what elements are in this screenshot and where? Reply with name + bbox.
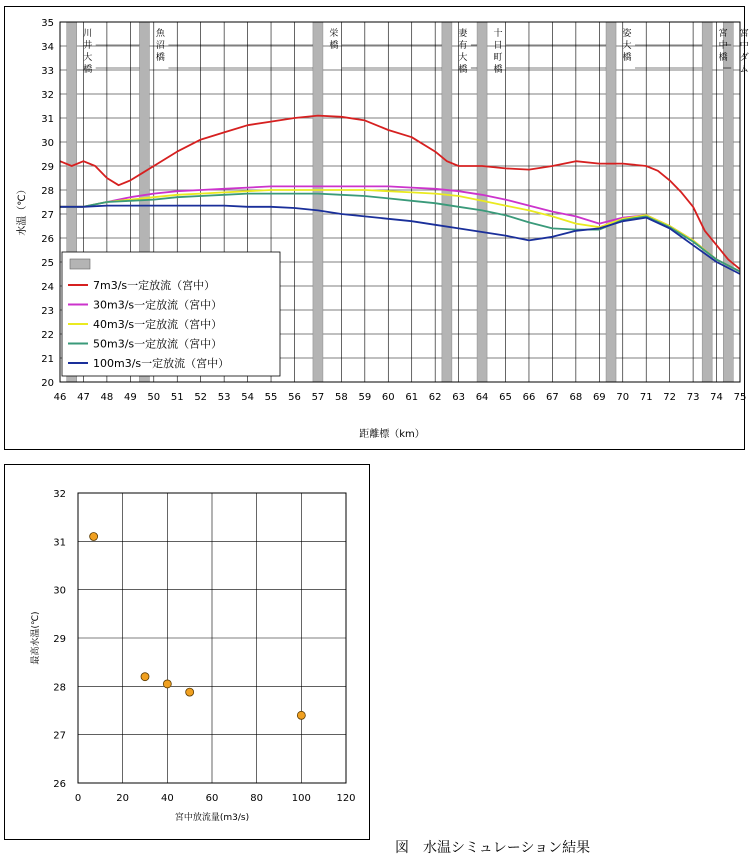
legend-label-2: 40m3/s一定放流（宮中） xyxy=(93,318,223,331)
location-label-char: 魚 xyxy=(155,29,165,39)
scatter-y-tick-label: 28 xyxy=(53,682,66,694)
location-label-char: 栄 xyxy=(329,29,339,39)
location-label-char: 日 xyxy=(493,41,503,51)
line-legend xyxy=(62,252,280,376)
location-label-char: 妻 xyxy=(458,29,468,39)
location-bar xyxy=(313,22,323,382)
line-x-axis-title: 距離標（km） xyxy=(359,429,425,440)
y-tick-label: 27 xyxy=(41,210,54,221)
x-tick-label: 52 xyxy=(194,392,208,403)
location-label-char: 橋 xyxy=(718,53,728,63)
x-tick-label: 54 xyxy=(241,392,254,403)
y-tick-label: 25 xyxy=(41,258,54,269)
scatter-x-tick-label: 20 xyxy=(116,793,130,804)
line-chart-frame xyxy=(5,7,745,450)
scatter-x-tick-label: 0 xyxy=(74,793,82,804)
location-label-char: 川 xyxy=(83,29,93,39)
x-tick-label: 59 xyxy=(358,392,372,403)
location-label-char: 町 xyxy=(493,53,503,63)
location-bar xyxy=(702,22,712,382)
x-tick-label: 66 xyxy=(522,392,536,403)
y-tick-label: 31 xyxy=(41,114,54,125)
location-label-char: 橋 xyxy=(493,65,503,75)
y-tick-label: 32 xyxy=(41,90,54,101)
x-tick-label: 57 xyxy=(311,392,325,403)
figure-caption: 図 水温シミュレーション結果 xyxy=(395,840,591,856)
scatter-x-tick-label: 60 xyxy=(205,793,219,804)
y-tick-label: 20 xyxy=(41,378,54,389)
x-tick-label: 56 xyxy=(288,392,301,403)
location-label-char: 有 xyxy=(458,41,468,51)
x-tick-label: 63 xyxy=(452,392,465,403)
location-bar xyxy=(723,22,733,382)
legend-label-3: 50m3/s一定放流（宮中） xyxy=(93,337,223,351)
location-label-char: 宮 xyxy=(718,29,728,39)
scatter-x-tick-label: 40 xyxy=(160,793,174,804)
scatter-y-tick-label: 30 xyxy=(53,585,66,597)
x-tick-label: 74 xyxy=(710,392,723,403)
y-tick-label: 22 xyxy=(41,330,54,341)
scatter-y-tick-label: 32 xyxy=(53,489,66,500)
location-label-char: 大 xyxy=(622,41,632,51)
x-tick-label: 60 xyxy=(381,392,395,403)
x-tick-label: 61 xyxy=(405,392,419,403)
scatter-x-tick-label: 100 xyxy=(291,793,311,804)
scatter-y-axis-title: 最高水温(℃) xyxy=(31,611,41,665)
y-tick-label: 29 xyxy=(41,162,54,173)
scatter-point-2 xyxy=(163,680,171,688)
legend-label-1: 30m3/s一定放流（宮中） xyxy=(93,298,223,312)
location-label-char: 橋 xyxy=(155,53,165,63)
legend-label-4: 100m3/s一定放流（宮中） xyxy=(93,357,230,370)
y-tick-label: 33 xyxy=(41,66,54,77)
y-tick-label: 21 xyxy=(41,354,54,365)
scatter-x-tick-label: 120 xyxy=(336,793,356,804)
x-tick-label: 47 xyxy=(77,392,90,403)
location-label-char: 沼 xyxy=(155,41,165,51)
scatter-y-tick-label: 26 xyxy=(53,779,66,790)
location-label-char: 井 xyxy=(83,41,93,51)
x-tick-label: 72 xyxy=(663,392,677,403)
x-tick-label: 58 xyxy=(335,392,348,403)
scatter-y-tick-label: 31 xyxy=(53,537,66,549)
x-tick-label: 51 xyxy=(170,392,184,403)
y-tick-label: 34 xyxy=(41,42,54,53)
location-label-char: 大 xyxy=(83,53,93,63)
x-tick-label: 67 xyxy=(546,392,559,403)
location-label-char: ダ xyxy=(739,53,749,63)
location-label-char: 橋 xyxy=(329,41,339,51)
scatter-x-tick-label: 80 xyxy=(250,793,264,804)
y-tick-label: 24 xyxy=(41,282,54,293)
x-tick-label: 75 xyxy=(733,392,747,403)
y-tick-label: 35 xyxy=(41,18,54,29)
y-tick-label: 23 xyxy=(41,306,54,317)
location-label-char: 十 xyxy=(493,29,503,39)
legend-label-0: 7m3/s一定放流（宮中） xyxy=(93,279,216,292)
scatter-point-1 xyxy=(141,673,149,681)
y-tick-label: 26 xyxy=(41,234,54,245)
x-tick-label: 48 xyxy=(100,392,114,403)
x-tick-label: 46 xyxy=(53,392,67,403)
scatter-y-tick-label: 29 xyxy=(53,634,66,645)
location-label-char: 大 xyxy=(458,53,468,63)
x-tick-label: 70 xyxy=(616,392,630,403)
location-label-char: 宮 xyxy=(739,29,749,39)
x-tick-label: 69 xyxy=(592,392,606,403)
x-tick-label: 64 xyxy=(475,392,489,403)
x-tick-label: 55 xyxy=(264,392,278,403)
y-tick-label: 30 xyxy=(41,138,54,149)
location-label-char: 姿 xyxy=(622,29,632,39)
x-tick-label: 73 xyxy=(686,392,700,403)
x-tick-label: 71 xyxy=(639,392,653,403)
x-tick-label: 65 xyxy=(499,392,512,403)
location-label-char: 橋 xyxy=(622,53,632,63)
location-bar xyxy=(442,22,452,382)
scatter-point-3 xyxy=(186,688,194,696)
location-label-char: 橋 xyxy=(458,65,468,75)
x-tick-label: 62 xyxy=(428,392,442,403)
x-tick-label: 68 xyxy=(569,392,583,403)
line-y-axis-title: 水温（℃） xyxy=(17,184,28,236)
x-tick-label: 49 xyxy=(123,392,137,403)
x-tick-label: 53 xyxy=(217,392,231,403)
location-label-char: 中 xyxy=(739,41,749,51)
y-tick-label: 28 xyxy=(41,186,54,197)
scatter-x-axis-title: 宮中放流量(m3/s) xyxy=(174,813,250,823)
x-tick-label: 50 xyxy=(147,392,161,403)
location-label-char: ム xyxy=(739,65,749,75)
location-bar xyxy=(606,22,616,382)
scatter-point-0 xyxy=(90,533,98,541)
location-label-char: 中 xyxy=(718,41,728,51)
legend-swatch-bar xyxy=(70,259,90,269)
scatter-y-tick-label: 27 xyxy=(53,730,66,742)
location-label-char: 橋 xyxy=(83,65,93,75)
scatter-point-4 xyxy=(297,711,305,719)
